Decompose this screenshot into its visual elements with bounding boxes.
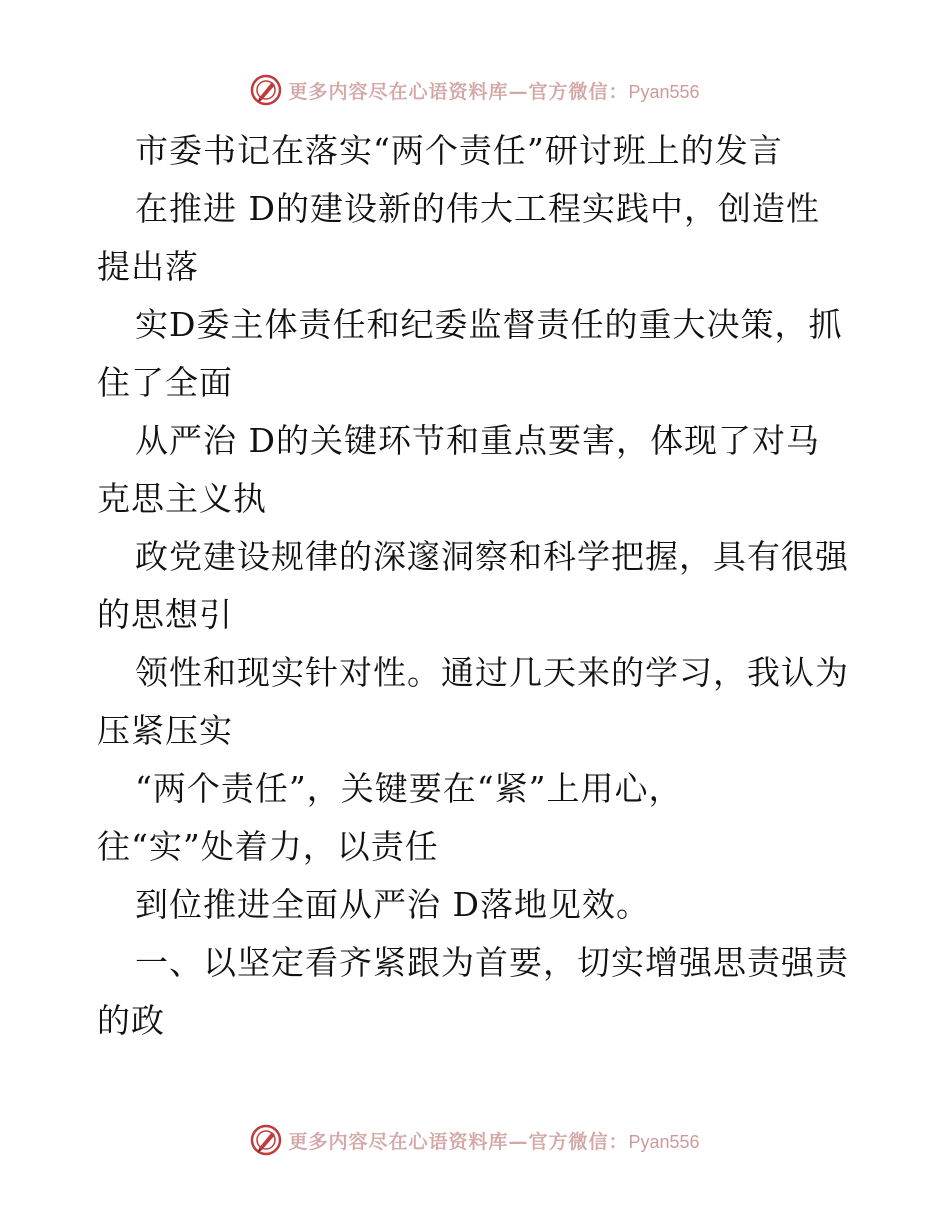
document-body bbox=[97, 122, 857, 1050]
paragraph-line: 从严治 D的关键环节和重点要害，体现了对马 bbox=[135, 421, 820, 460]
footer-banner bbox=[0, 1120, 950, 1160]
pen-logo-icon bbox=[250, 1124, 282, 1156]
paragraph-line: 领性和现实针对性。通过几天来的学习，我认为 bbox=[135, 653, 849, 692]
paragraph-line: 往“实”处着力，以责任 bbox=[97, 827, 439, 866]
paragraph-line: 住了全面 bbox=[97, 363, 233, 402]
header-banner-text: 更多内容尽在心语资料库—官方微信：Pyan556 bbox=[288, 80, 700, 103]
paragraph-line: 到位推进全面从严治 D落地见效。 bbox=[135, 885, 650, 924]
pen-logo-icon bbox=[250, 74, 282, 106]
header-wechat-id: Pyan556 bbox=[628, 81, 700, 102]
paragraph-line: 压紧压实 bbox=[97, 711, 233, 750]
header-banner bbox=[0, 70, 950, 110]
paragraph-line: 克思主义执 bbox=[97, 479, 267, 518]
footer-wechat-id: Pyan556 bbox=[628, 1131, 700, 1152]
paragraph-line: “两个责任”，关键要在“紧”上用心， bbox=[135, 769, 683, 808]
paragraph-line: 实D委主体责任和纪委监督责任的重大决策，抓 bbox=[135, 305, 843, 344]
paragraph-line: 政党建设规律的深邃洞察和科学把握，具有很强 bbox=[135, 537, 849, 576]
section-heading-line: 一、以坚定看齐紧跟为首要，切实增强思责强责 bbox=[135, 943, 849, 982]
paragraph-line: 提出落 bbox=[97, 247, 199, 286]
section-heading-line: 的政 bbox=[97, 1001, 165, 1040]
document-title: 市委书记在落实“两个责任”研讨班上的发言 bbox=[135, 131, 783, 170]
footer-banner-text: 更多内容尽在心语资料库—官方微信：Pyan556 bbox=[288, 1130, 700, 1153]
paragraph-line: 的思想引 bbox=[97, 595, 233, 634]
paragraph-line: 在推进 D的建设新的伟大工程实践中，创造性 bbox=[135, 189, 820, 228]
